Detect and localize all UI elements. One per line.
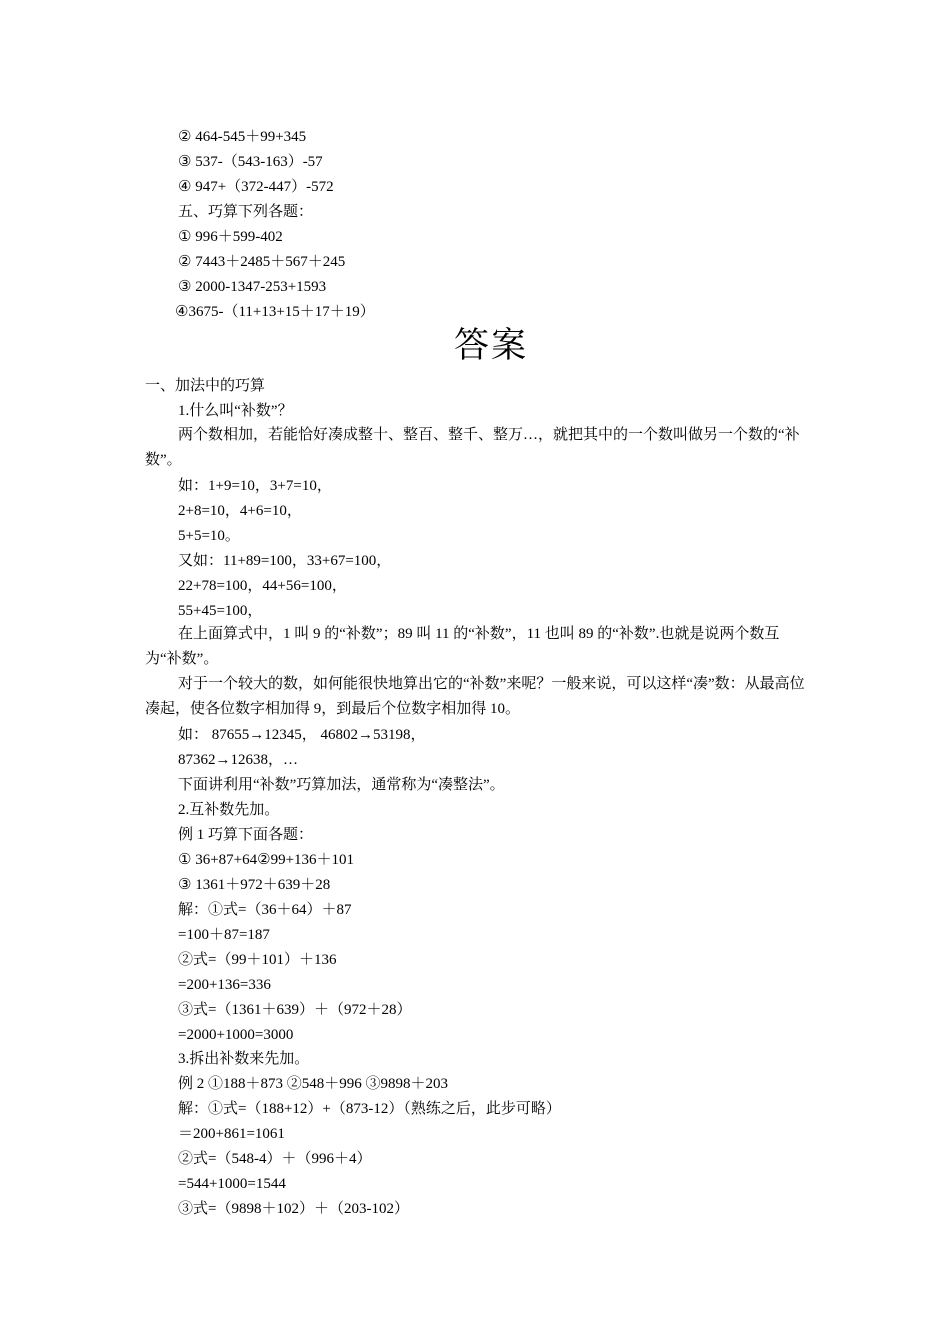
example-line: ③ 1361＋972＋639＋28: [178, 877, 331, 893]
exercise-line: ④3675-（11+13+15＋17＋19）: [175, 304, 375, 320]
page-title: 答案: [453, 326, 528, 366]
paragraph: 下面讲利用“补数”巧算加法，通常称为“凑整法”。: [178, 777, 505, 793]
solution-line: ②式=（99＋101）＋136: [178, 952, 337, 968]
paragraph: 两个数相加，若能恰好凑成整十、整百、整千、整万…，就把其中的一个数叫做另一个数的“补数”。: [145, 427, 800, 468]
example-heading: 例 2 ①188＋873 ②548＋996 ③9898＋203: [178, 1076, 449, 1092]
exercise-section-heading: 五、巧算下列各题：: [178, 204, 314, 220]
solution-line: =2000+1000=3000: [178, 1027, 294, 1043]
solution-line: ＝200+861=1061: [178, 1126, 285, 1142]
example-line: 2+8=10，4+6=10，: [178, 503, 302, 519]
example-line: 55+45=100，: [178, 603, 263, 619]
solution-line: 解：①式=（36＋64）＋87: [178, 902, 352, 918]
solution-line: =544+1000=1544: [178, 1176, 286, 1192]
subsection-heading: 2.互补数先加。: [178, 802, 280, 818]
exercise-line: ③ 537-（543-163）-57: [178, 154, 323, 170]
exercise-line: ① 996＋599-402: [178, 229, 283, 245]
exercise-line: ③ 2000-1347-253+1593: [178, 279, 327, 295]
subsection-heading: 1.什么叫“补数”？: [178, 403, 293, 419]
example-line: 如： 87655→12345， 46802→53198，: [178, 727, 426, 743]
exercise-line: ② 7443＋2485＋567＋245: [178, 254, 346, 270]
solution-line: 解：①式=（188+12）+（873-12）（熟练之后，此步可略）: [178, 1101, 561, 1117]
solution-line: =100＋87=187: [178, 927, 270, 943]
paragraph: 在上面算式中，1 叫 9 的“补数”；89 叫 11 的“补数”，11 也叫 89 的“补数”.也就是说两个数互为“补数”。: [145, 626, 780, 667]
example-line: ① 36+87+64②99+136＋101: [178, 852, 355, 868]
example-line: 5+5=10。: [178, 528, 240, 544]
example-line: 22+78=100，44+56=100，: [178, 578, 347, 594]
paragraph: 对于一个较大的数，如何能很快地算出它的“补数”来呢？一般来说，可以这样“凑”数：从最高位凑起，使各位数字相加得 9，到最后个位数字相加得 10。: [145, 676, 805, 717]
subsection-heading: 3.拆出补数来先加。: [178, 1051, 310, 1067]
example-heading: 例 1 巧算下面各题：: [178, 827, 314, 843]
solution-line: ②式=（548-4）＋（996＋4）: [178, 1151, 372, 1167]
example-line: 又如：11+89=100，33+67=100，: [178, 553, 392, 569]
exercise-line: ② 464-545＋99+345: [178, 129, 307, 145]
solution-line: ③式=（9898＋102）＋（203-102）: [178, 1201, 409, 1217]
example-line: 87362→12638，…: [178, 752, 299, 768]
exercise-line: ④ 947+（372-447）-572: [178, 179, 334, 195]
solution-line: ③式=（1361＋639）＋（972＋28）: [178, 1002, 412, 1018]
section-heading: 一、加法中的巧算: [145, 378, 266, 394]
example-line: 如：1+9=10，3+7=10，: [178, 478, 332, 494]
solution-line: =200+136=336: [178, 977, 271, 993]
